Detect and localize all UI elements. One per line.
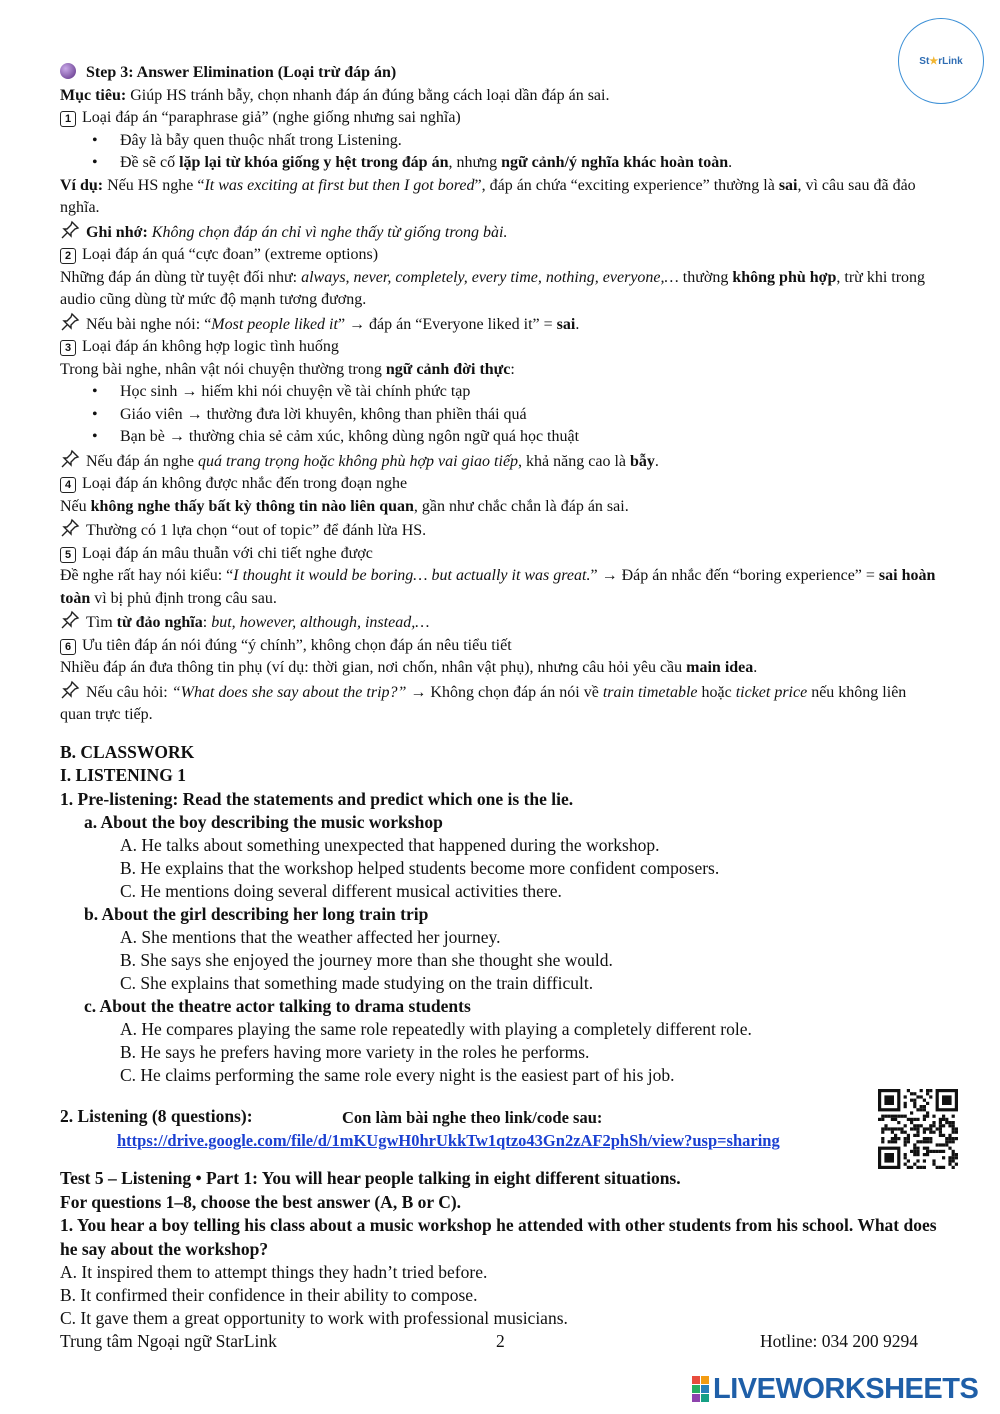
list-item: • Đây là bẫy quen thuộc nhất trong Listening.: [120, 130, 940, 153]
rule-2-note: Nếu bài nghe nói: “Most people liked it” → đáp án “Everyone liked it” = sai.: [60, 312, 940, 337]
qr-code-icon: [878, 1089, 958, 1169]
rule-1-note: Ghi nhớ: Không chọn đáp án chỉ vì nghe thấy từ giống trong bài.: [60, 220, 940, 245]
test-line-2: For questions 1–8, choose the best answer (A, B or C).: [60, 1191, 462, 1212]
listening-title: 2. Listening (8 questions):: [60, 1106, 253, 1126]
number-6-icon: 6: [60, 639, 76, 655]
section-a-title: a. About the boy describing the music workshop: [84, 812, 443, 832]
number-3-icon: 3: [60, 340, 76, 356]
section-b-title: b. About the girl describing her long train trip: [84, 904, 429, 924]
rule-4-text: Nếu không nghe thấy bất kỳ thông tin nào liên quan, gần như chắc chắn là đáp án sai.: [60, 497, 629, 515]
rule-6-text: Nhiều đáp án đưa thông tin phụ (ví dụ: thời gian, nơi chốn, nhân vật phụ), nhưng câu hỏi yêu cầu main idea.: [60, 659, 758, 676]
rule-2-title: 2 Loại đáp án quá “cực đoan” (extreme options): [60, 244, 940, 267]
rule-4-note: Thường có 1 lựa chọn “out of topic” để đánh lừa HS.: [60, 518, 940, 543]
test-line-1: Test 5 – Listening • Part 1: You will hear people talking in eight different situations.: [60, 1168, 681, 1188]
step3-title: Step 3: Answer Elimination (Loại trừ đáp án): [60, 62, 940, 85]
rule-5-title: 5 Loại đáp án mâu thuẫn với chi tiết nghe được: [60, 543, 940, 566]
crystal-ball-icon: [60, 63, 76, 79]
pushpin-icon: [60, 610, 80, 630]
pushpin-icon: [60, 518, 80, 538]
rule-5-text: Đề nghe rất hay nói kiểu: “I thought it would be boring… but actually it was great.” → Đáp án nhắc đến “boring experience” = sai hoàn toàn vì bị phủ định trong câu sau.: [60, 567, 936, 607]
option-c-C: C. He claims performing the same role every night is the easiest part of his job.: [120, 1065, 675, 1085]
number-4-icon: 4: [60, 477, 76, 493]
list-item: • Bạn bè → thường chia sẻ cảm xúc, không dùng ngôn ngữ quá học thuật: [120, 426, 940, 449]
section-c-title: c. About the theatre actor talking to drama students: [84, 996, 471, 1016]
footer-center-name: Trung tâm Ngoại ngữ StarLink: [60, 1331, 277, 1351]
listening-link-row: [60, 1105, 940, 1153]
listening-note: Con làm bài nghe theo link/code sau:: [342, 1108, 603, 1127]
rule-1-title: 1 Loại đáp án “paraphrase giả” (nghe giống nhưng sai nghĩa): [60, 107, 940, 130]
question-1: 1. You hear a boy telling his class about a music workshop he attended with other students from his school. What does he say about the workshop?: [60, 1215, 937, 1259]
option-a-A: A. He talks about something unexpected that happened during the workshop.: [120, 835, 660, 855]
rule-2-text: Những đáp án dùng từ tuyệt đối như: always, never, completely, every time, nothing, everyone,… thường không phù hợp, trừ khi trong audio cũng dùng từ mức độ mạnh tương đương.: [60, 268, 926, 308]
liveworksheets-logo-icon: [692, 1376, 709, 1402]
page-content: [60, 62, 940, 1330]
rule-1-example: Ví dụ: Nếu HS nghe “It was exciting at first but then I got bored”, đáp án chứa “exciting experience” thường là sai, vì câu sau đã đảo nghĩa.: [60, 176, 916, 216]
rule-6-title: 6 Ưu tiên đáp án nói đúng “ý chính”, không chọn đáp án nêu tiểu tiết: [60, 635, 940, 658]
rule-3-title: 3 Loại đáp án không hợp logic tình huống: [60, 336, 940, 359]
list-item: • Học sinh → hiếm khi nói chuyện về tài chính phức tạp: [120, 381, 940, 404]
number-5-icon: 5: [60, 547, 76, 563]
rule-6-note: Nếu câu hỏi: “What does she say about the trip?” → Không chọn đáp án nói về train timetable hoặc ticket price nếu không liên quan trực tiếp.: [60, 680, 940, 727]
rule-3-text: Trong bài nghe, nhân vật nói chuyện thường trong ngữ cảnh đời thực:: [60, 360, 515, 378]
listening-heading: I. LISTENING 1: [60, 765, 186, 785]
rule-1-bullets: [60, 130, 940, 175]
option-a-C: C. He mentions doing several different musical activities there.: [120, 881, 562, 901]
number-2-icon: 2: [60, 248, 76, 264]
pushpin-icon: [60, 449, 80, 469]
pushpin-icon: [60, 220, 80, 240]
option-b-A: A. She mentions that the weather affected her journey.: [120, 927, 501, 947]
option-b-B: B. She says she enjoyed the journey more than she thought she would.: [120, 950, 613, 970]
footer-hotline: Hotline: 034 200 9294: [760, 1331, 918, 1351]
starlink-logo: St ★ rLink: [898, 18, 984, 104]
step3-goal: Mục tiêu: Giúp HS tránh bẫy, chọn nhanh đáp án đúng bằng cách loại dần đáp án sai.: [60, 86, 610, 104]
question-1-option-C: C. It gave them a great opportunity to work with professional musicians.: [60, 1308, 568, 1328]
liveworksheets-watermark: LIVEWORKSHEETS: [692, 1374, 978, 1404]
list-item: • Giáo viên → thường đưa lời khuyên, không than phiền thái quá: [120, 404, 940, 427]
audio-link[interactable]: https://drive.google.com/file/d/1mKUgwH0hrUkkTw1qtzo43Gn2zAF2phSh/view?usp=sharing: [117, 1131, 780, 1150]
rule-3-note: Nếu đáp án nghe quá trang trọng hoặc không phù hợp vai giao tiếp, khả năng cao là bẫy.: [60, 449, 940, 474]
page-number: 2: [496, 1331, 505, 1351]
rule-5-note: Tìm từ đảo nghĩa: but, however, although, instead,…: [60, 610, 940, 635]
option-b-C: C. She explains that something made studying on the train difficult.: [120, 973, 594, 993]
pushpin-icon: [60, 312, 80, 332]
rule-3-bullets: [60, 381, 940, 449]
pushpin-icon: [60, 680, 80, 700]
classwork-heading: B. CLASSWORK: [60, 741, 195, 762]
option-c-A: A. He compares playing the same role repeatedly with playing a completely different role.: [120, 1019, 752, 1039]
list-item: • Đề sẽ cố lặp lại từ khóa giống y hệt trong đáp án, nhưng ngữ cảnh/ý nghĩa khác hoàn toàn.: [120, 152, 940, 175]
rule-4-title: 4 Loại đáp án không được nhắc đến trong đoạn nghe: [60, 473, 940, 496]
number-1-icon: 1: [60, 111, 76, 127]
question-1-option-A: A. It inspired them to attempt things they hadn’t tried before.: [60, 1262, 488, 1282]
question-1-option-B: B. It confirmed their confidence in their ability to compose.: [60, 1285, 478, 1305]
option-a-B: B. He explains that the workshop helped students become more confident composers.: [120, 858, 720, 878]
option-c-B: B. He says he prefers having more variety in the roles he performs.: [120, 1042, 590, 1062]
pre-listening-heading: 1. Pre-listening: Read the statements and predict which one is the lie.: [60, 788, 574, 809]
